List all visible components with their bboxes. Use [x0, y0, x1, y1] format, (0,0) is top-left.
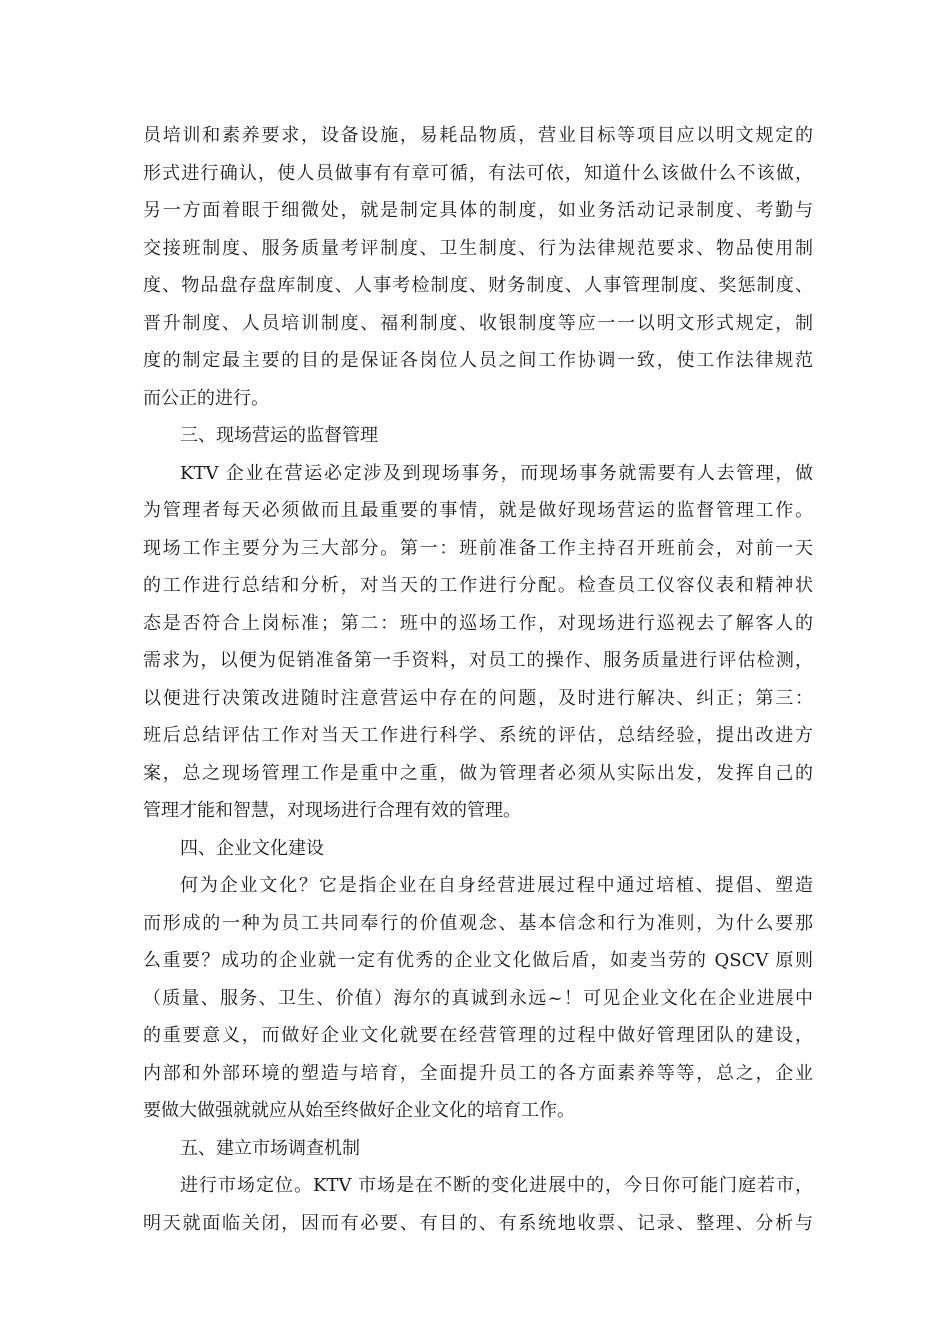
paragraph-first-line: 何为企业文化？它是指企业在自身经营进展过程中通过培植、提倡、塑造	[180, 875, 813, 896]
text-line: 管理才能和智慧，对现场进行合理有效的管理。	[143, 800, 521, 821]
text-line: 内部和外部环境的塑造与培育，全面提升员工的各方面素养等等，总之，企业	[143, 1062, 813, 1084]
text-line: 另一方面着眼于细微处，就是制定具体的制度，如业务活动记录制度、考勤与	[143, 200, 813, 221]
section-heading: 五、建立市场调查机制	[180, 1137, 360, 1159]
text-line: 案，总之现场管理工作是重中之重，做为管理者必须从实际出发，发挥自己的	[143, 762, 813, 784]
text-line: 以便进行决策改进随时注意营运中存在的问题，及时进行解决、纠正；第三：	[143, 687, 813, 709]
text-line: 而形成的一种为员工共同奉行的价值观念、基本信念和行为准则，为什么要那	[143, 912, 813, 934]
text-line: 要做大做强就就应从始至终做好企业文化的培育工作。	[143, 1100, 575, 1121]
text-line: 交接班制度、服务质量考评制度、卫生制度、行为法律规范要求、物品使用制	[143, 237, 813, 259]
text-line: 度、物品盘存盘库制度、人事考检制度、财务制度、人事管理制度、奖惩制度、	[143, 275, 813, 296]
document-body	[143, 117, 813, 1242]
text-line: 晋升制度、人员培训制度、福利制度、收银制度等应一一以明文形式规定，制	[143, 312, 813, 334]
text-line: 明天就面临关闭，因而有必要、有目的、有系统地收票、记录、整理、分析与	[143, 1212, 813, 1234]
text-line: 么重要？成功的企业就一定有优秀的企业文化做后盾，如麦当劳的 QSCV 原则	[143, 950, 813, 971]
section-heading: 四、企业文化建设	[180, 837, 324, 859]
text-line: 的工作进行总结和分析，对当天的工作进行分配。检查员工仪容仪表和精神状	[143, 575, 813, 596]
text-line: 形式进行确认，使人员做事有有章可循，有法可依，知道什么该做什么不该做，	[143, 162, 813, 184]
text-line: 班后总结评估工作对当天工作进行科学、系统的评估，总结经验，提出改进方	[143, 725, 813, 746]
section-heading: 三、现场营运的监督管理	[180, 425, 378, 446]
text-line: 现场工作主要分为三大部分。第一：班前准备工作主持召开班前会，对前一天	[143, 537, 813, 559]
text-line: 态是否符合上岗标准；第二：班中的巡场工作，对现场进行巡视去了解客人的	[143, 612, 813, 634]
text-line: 度的制定最主要的目的是保证各岗位人员之间工作协调一致，使工作法律规范	[143, 350, 813, 371]
text-line: 为管理者每天必须做而且最重要的事情，就是做好现场营运的监督管理工作。	[143, 500, 813, 521]
text-line: 需求为，以便为促销准备第一手资料，对员工的操作、服务质量进行评估检测，	[143, 650, 813, 671]
text-line: （质量、服务、卫生、价值）海尔的真诚到永远~！可见企业文化在企业进展中	[143, 987, 813, 1009]
text-line: 的重要意义，而做好企业文化就要在经营管理的过程中做好管理团队的建设，	[143, 1025, 813, 1046]
paragraph-first-line: KTV 企业在营运必定涉及到现场事务，而现场事务就需要有人去管理，做	[180, 462, 813, 484]
paragraph-first-line: 进行市场定位。KTV 市场是在不断的变化进展中的，今日你可能门庭若市，	[180, 1175, 813, 1196]
text-line: 而公正的进行。	[143, 387, 269, 409]
text-line: 员培训和素养要求，设备设施，易耗品物质，营业目标等项目应以明文规定的	[143, 125, 813, 146]
